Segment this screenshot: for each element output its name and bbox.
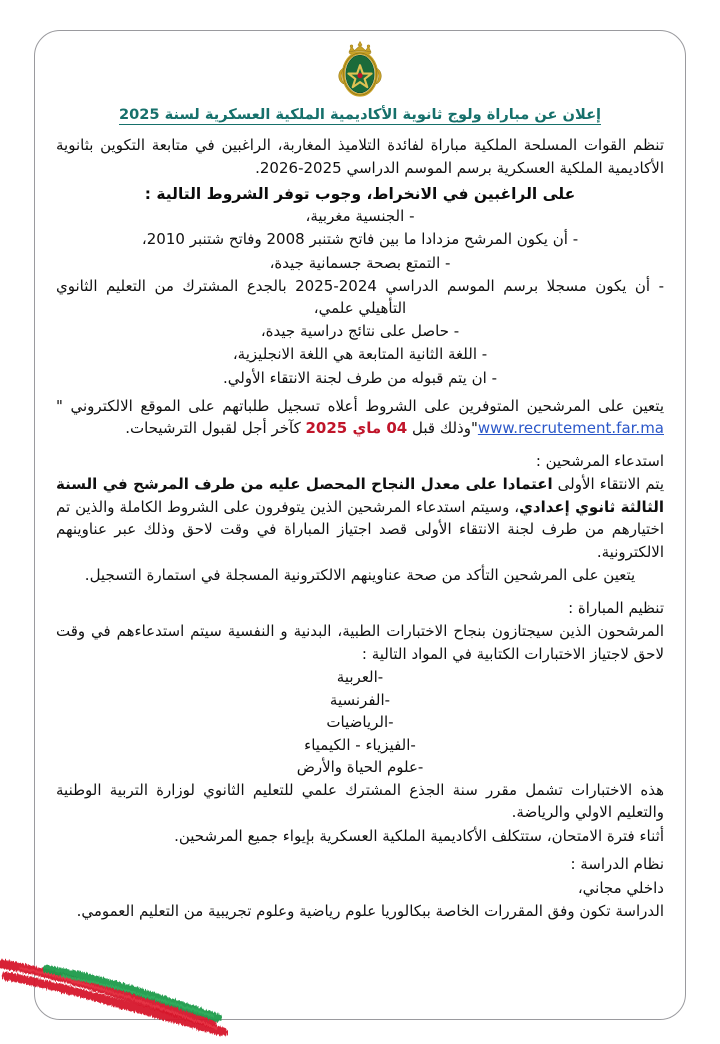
exam-section-heading: تنظيم المباراة : <box>568 598 664 617</box>
document-page <box>34 30 686 1020</box>
page-title <box>56 106 664 124</box>
subject-item: -علوم الحياة والأرض <box>296 758 424 777</box>
exam-syllabus-note: هذه الاختبارات تشمل مقرر سنة الجذع المشترك علمي للتعليم الثانوي لوزارة التربية الوطنية والتعليم الاولي والرياضة. <box>56 780 664 822</box>
study-line-curriculum: الدراسة تكون وفق المقررات الخاصة ببكالوريا علوم رياضية وعلوم تجريبية من التعليم العمومي. <box>76 902 664 921</box>
emblem-container <box>56 40 664 102</box>
condition-item: - التمتع بصحة جسمانية جيدة، <box>269 253 451 272</box>
study-line-boarding: داخلي مجاني، <box>577 878 664 897</box>
candidates-text-start: يتم الانتقاء الأولى <box>552 475 665 494</box>
condition-item: - حاصل على نتائج دراسية جيدة، <box>260 322 460 341</box>
registration-text-after: كآخر أجل لقبول الترشيحات. <box>125 419 306 438</box>
registration-text-before: يتعين على المرشحين المتوفرين على الشروط أعلاه تسجيل طلباتهم على الموقع الالكتروني " <box>56 396 664 415</box>
candidates-paragraph <box>56 473 664 563</box>
condition-item: - اللغة الثانية المتابعة هي اللغة الانجليزية، <box>232 345 488 364</box>
recruitment-website-link[interactable]: www.recrutement.far.ma <box>477 419 664 438</box>
registration-text-mid: "وذلك قبل <box>407 419 478 438</box>
condition-item: - الجنسية مغربية، <box>305 207 415 226</box>
exam-accommodation-note: أثناء فترة الامتحان، ستتكلف الأكاديمية الملكية العسكرية بإيواء جميع المرشحين. <box>174 826 664 845</box>
royal-armed-forces-emblem-icon <box>333 40 387 100</box>
candidates-text-end: ، وسيتم استدعاء المرشحين الذين يتوفرون على الشروط الكاملة والذين تم اختيارهم من طرف لجنة الانتقاء الأولى قصد اجتياز المباراة في وقت لاحق وذلك عبر عناوينهم الالكترونية. <box>56 497 664 561</box>
subject-item: -الفيزياء - الكيمياء <box>304 735 416 754</box>
conditions-heading: على الراغبين في الانخراط، وجوب توفر الشروط التالية : <box>144 185 576 204</box>
candidates-text-emphasis: اعتمادا على معدل النجاح المحصل عليه من طرف المرشح في السنة الثالثة ثانوي إعدادي <box>56 475 665 516</box>
study-section-heading: نظام الدراسة : <box>570 855 664 874</box>
intro-paragraph: تنظم القوات المسلحة الملكية مباراة لفائدة التلاميذ المغاربة، الراغبين في متابعة التكوين بثانوية الأكاديمية الملكية العسكرية برسم الموسم الدراسي 2025-2026. <box>56 136 664 177</box>
condition-item: - أن يكون المرشح مزدادا ما بين فاتح شتنبر 2008 وفاتح شتنبر 2010، <box>141 230 579 249</box>
subject-item: -الفرنسية <box>329 690 391 709</box>
candidates-section-heading: استدعاء المرشحين : <box>535 451 664 470</box>
condition-item: - أن يكون مسجلا برسم الموسم الدراسي 2024-2025 بالجدع المشترك من التعليم الثانوي التأهيلي علمي، <box>56 276 665 317</box>
registration-paragraph <box>56 395 664 440</box>
exam-paragraph: المرشحون الذين سيجتازون بنجاح الاختبارات الطبية، البدنية و النفسية سيتم استدعاءهم في وقت لاحق لاجتياز الاختبارات الكتابية في المواد التالية : <box>56 622 664 663</box>
condition-item: - ان يتم قبوله من طرف لجنة الانتقاء الأولي. <box>223 368 497 387</box>
page-title-text: إعلان عن مباراة ولوج ثانوية الأكاديمية الملكية العسكرية لسنة 2025 <box>118 106 602 123</box>
deadline-date: 04 ماي 2025 <box>305 419 408 438</box>
subject-item: -العربية <box>336 668 384 687</box>
candidates-email-note: يتعين على المرشحين التأكد من صحة عناوينهم الالكترونية المسجلة في استمارة التسجيل. <box>84 566 636 585</box>
subject-item: -الرياضيات <box>326 713 394 732</box>
